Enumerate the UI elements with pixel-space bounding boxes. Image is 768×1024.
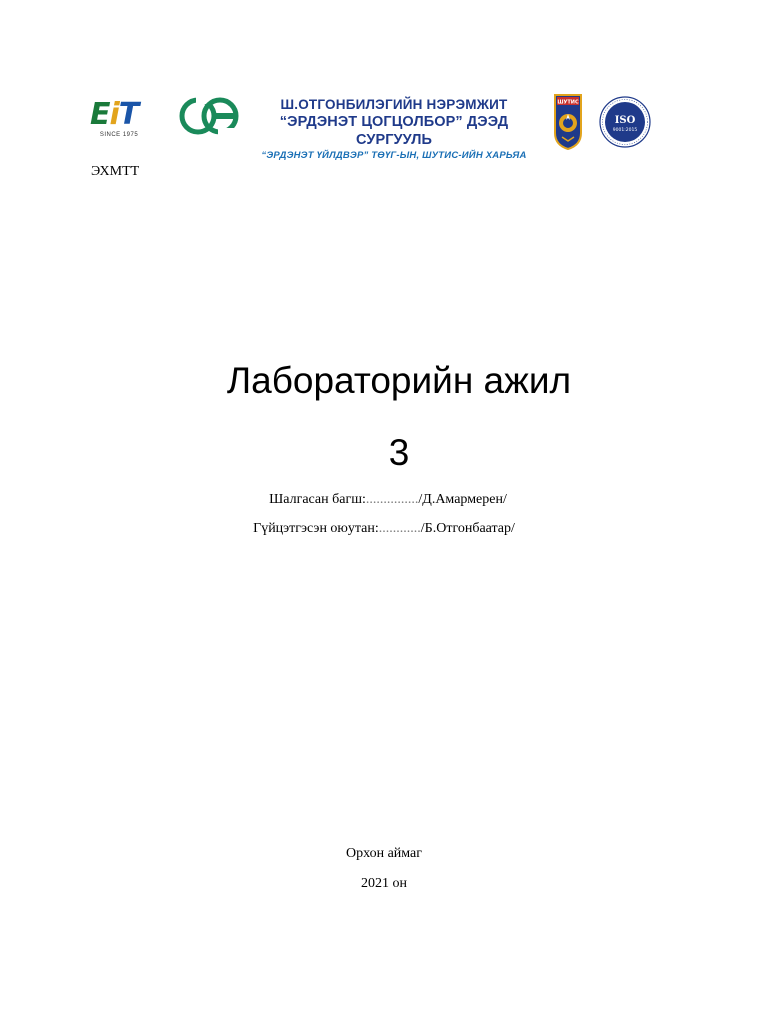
lab-number: 3 xyxy=(388,432,410,473)
department-code: ЭХМТТ xyxy=(91,164,140,179)
school-name-line1: Ш.ОТГОНБИЛЭГИЙН НЭРЭМЖИТ xyxy=(280,97,508,112)
document-header xyxy=(0,88,768,161)
school-name xyxy=(242,96,546,163)
student-signature-dots: ............ xyxy=(378,521,421,536)
eit-logo-text: EiT xyxy=(90,97,139,132)
shutis-logo-text: ШУТИС xyxy=(557,99,579,106)
iso-logo-number: 9001:2015 xyxy=(612,128,638,133)
eit-logo-since: SINCE 1975 xyxy=(99,132,139,138)
teacher-signature-line xyxy=(4,491,768,509)
school-name-line3: “ЭРДЭНЭТ ҮЙЛДВЭР” ТӨҮГ-ЫН, ШУТИС-ИЙН ХАРЬЯА xyxy=(261,150,527,161)
student-signature-line xyxy=(0,520,768,538)
student-label: Гүйцэтгэсэн оюутан: xyxy=(253,521,379,536)
iso-logo-text: ISO xyxy=(614,115,636,126)
teacher-signature-dots: ............... xyxy=(365,492,419,507)
eit-logo xyxy=(90,97,148,144)
footer-year: 2021 он xyxy=(361,876,407,891)
shutis-emblem-icon xyxy=(553,93,583,151)
footer-place: Орхон аймаг xyxy=(346,846,422,861)
teacher-name: /Д.Амармерен/ xyxy=(418,492,507,507)
school-name-line2: “ЭРДЭНЭТ ЦОГЦОЛБОР” ДЭЭД СУРГУУЛЬ xyxy=(279,114,509,148)
student-name: /Б.Отгонбаатар/ xyxy=(420,521,515,536)
document-title: Лабораторийн ажил xyxy=(226,360,572,401)
school-logo-icon xyxy=(178,96,240,136)
iso-certification-icon xyxy=(599,96,651,148)
teacher-label: Шалгасан багш: xyxy=(269,492,366,507)
